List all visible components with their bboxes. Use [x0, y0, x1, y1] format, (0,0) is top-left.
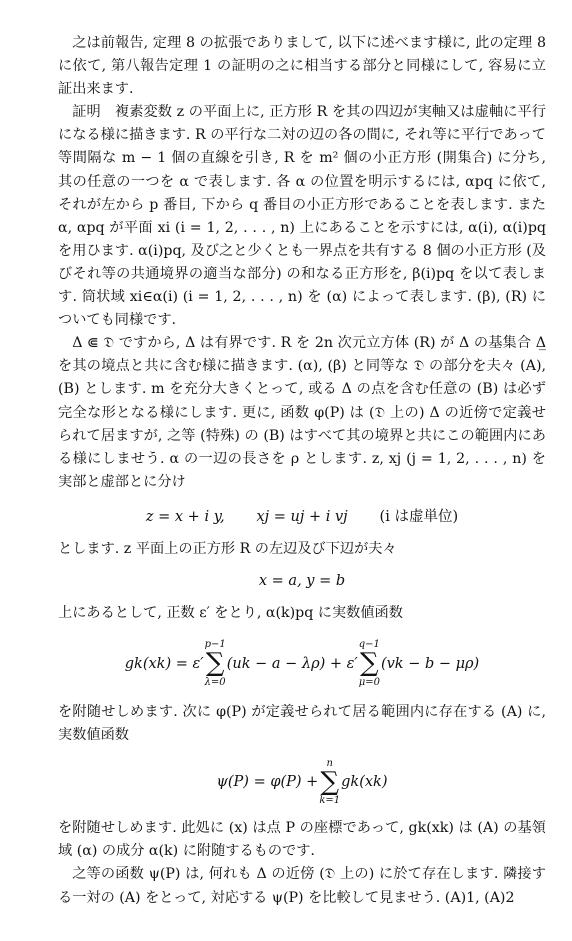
sum-symbol-lambda: [205, 640, 226, 687]
eq3-term2: (vk − b − μρ): [380, 656, 480, 673]
sigma-icon: ∑: [360, 648, 379, 679]
paragraph-intro: 之は前報告, 定理 8 の拡張でありまして, 以下に述べます様に, 此の定理 8 に依て, 第八報告定理 1 の証明の之に相当する部分と同様にして, 容易に立証出来ます.: [58, 35, 546, 98]
paragraph-7: を附随せしめます. 此処に (x) は点 P の座標であって, gk(xk) は (A) の基領域 (α) の成分 α(k) に附随するものです.: [58, 820, 546, 860]
paragraph-5: 上にあるとして, 正数 ε′ をとり, α(k)pq に実数値函数: [58, 604, 403, 621]
paragraph-6: を附随せしめます. 次に φ(P) が定義せられて居る範囲内に存在する (A) に, 実数値函数: [58, 704, 546, 744]
eq3-term1: (uk − a − λρ) + ε′: [226, 656, 358, 673]
eq1-left: z = x + i y,: [145, 508, 225, 525]
equation-3: [58, 635, 546, 693]
paragraph-3: Δ ⋐ 𝔇 ですから, Δ は有界です. R を 2n 次元立方体 (R) が Δ の基集合 Δ̲ を其の境点と共に含む様に描きます. (α), (β) と同等な 𝔇 の部分を夫々 (A), (B) とします. m を充分大きくとって, 或る Δ の点を含む任意の (B) は必ず完全な形となる様にします. 更に, 函数 φ(P) は (𝔇 上の) Δ の近傍で定義せられて居ますが, 之等 (特殊) の (B) はすべて其の境界と共にこの範囲内にある様にしませう. α の一辺の長さを ρ とします. z, xj (j = 1, 2, . . . , n) を実部と虚部とに分け: [58, 335, 546, 490]
proof-body: 複素変数 z の平面上に, 正方形 R を其の四辺が実軸又は虚軸に平行になる様に描きます. R の平行な二対の辺の各の間に, それ等に平行であって等間隔な m − 1 個の直線を引き, R を m² 個の小正方形 (開集合) に分ち, 其の任意の一つを α で表します. 各 α の位置を明示するには, αpq に依て, それが左から p 番目, 下から q 番目の小正方形であることを表します. また α, αpq が平面 xi (i = 1, 2, . . . , n) 上にあることを示すには, α(i), α(i)pq を用ひます. α(i)pq, 及び之と少くとも一界点を共有する 8 個の小正方形 (及びそれ等の共通境界の適当な部分) の和なる正方形を, β(i)pq を以て表します. 筒状域 xi∈α(i) (i = 1, 2, . . . , n) を (α) によって表します. (β), (R) についても同様です.: [58, 104, 546, 329]
sigma-icon: ∑: [320, 766, 339, 797]
equation-4: [58, 753, 546, 811]
sigma-icon: ∑: [205, 648, 225, 679]
paragraph-4: とします. z 平面上の正方形 R の左辺及び下辺が夫々: [58, 540, 397, 557]
eq1-mid: xj = uj + i vj: [256, 508, 348, 525]
eq1-note: (i は虚単位): [379, 508, 459, 525]
sum-lower-limit: k=1: [319, 794, 341, 806]
paragraph-8: 之等の函数 ψ(P) は, 何れも Δ の近傍 (𝔇 上の) に於て存在します. 隣接する一対の (A) をとって, 対応する ψ(P) を比較して見ませう. (A)1, (A)2: [58, 866, 546, 906]
sum2-lower-limit: μ=0: [358, 676, 380, 688]
sum2-upper-limit: q−1: [358, 639, 380, 651]
equation-1: [58, 505, 546, 526]
paragraph-proof: [58, 101, 546, 332]
eq4-lhs: ψ(P) = φ(P) +: [216, 774, 319, 791]
equation-2: x = a, y = b: [258, 572, 346, 589]
sum1-lower-limit: λ=0: [204, 676, 226, 688]
proof-label: 証明: [72, 104, 101, 121]
eq3-lhs: gk(xk) = ε′: [124, 656, 204, 673]
sum-upper-limit: n: [326, 757, 333, 769]
document-page: [58, 32, 546, 910]
sum-symbol-mu: [359, 640, 380, 687]
sum-symbol-k: [319, 759, 340, 806]
sum1-upper-limit: p−1: [204, 639, 226, 651]
eq4-term: gk(xk): [341, 774, 388, 791]
